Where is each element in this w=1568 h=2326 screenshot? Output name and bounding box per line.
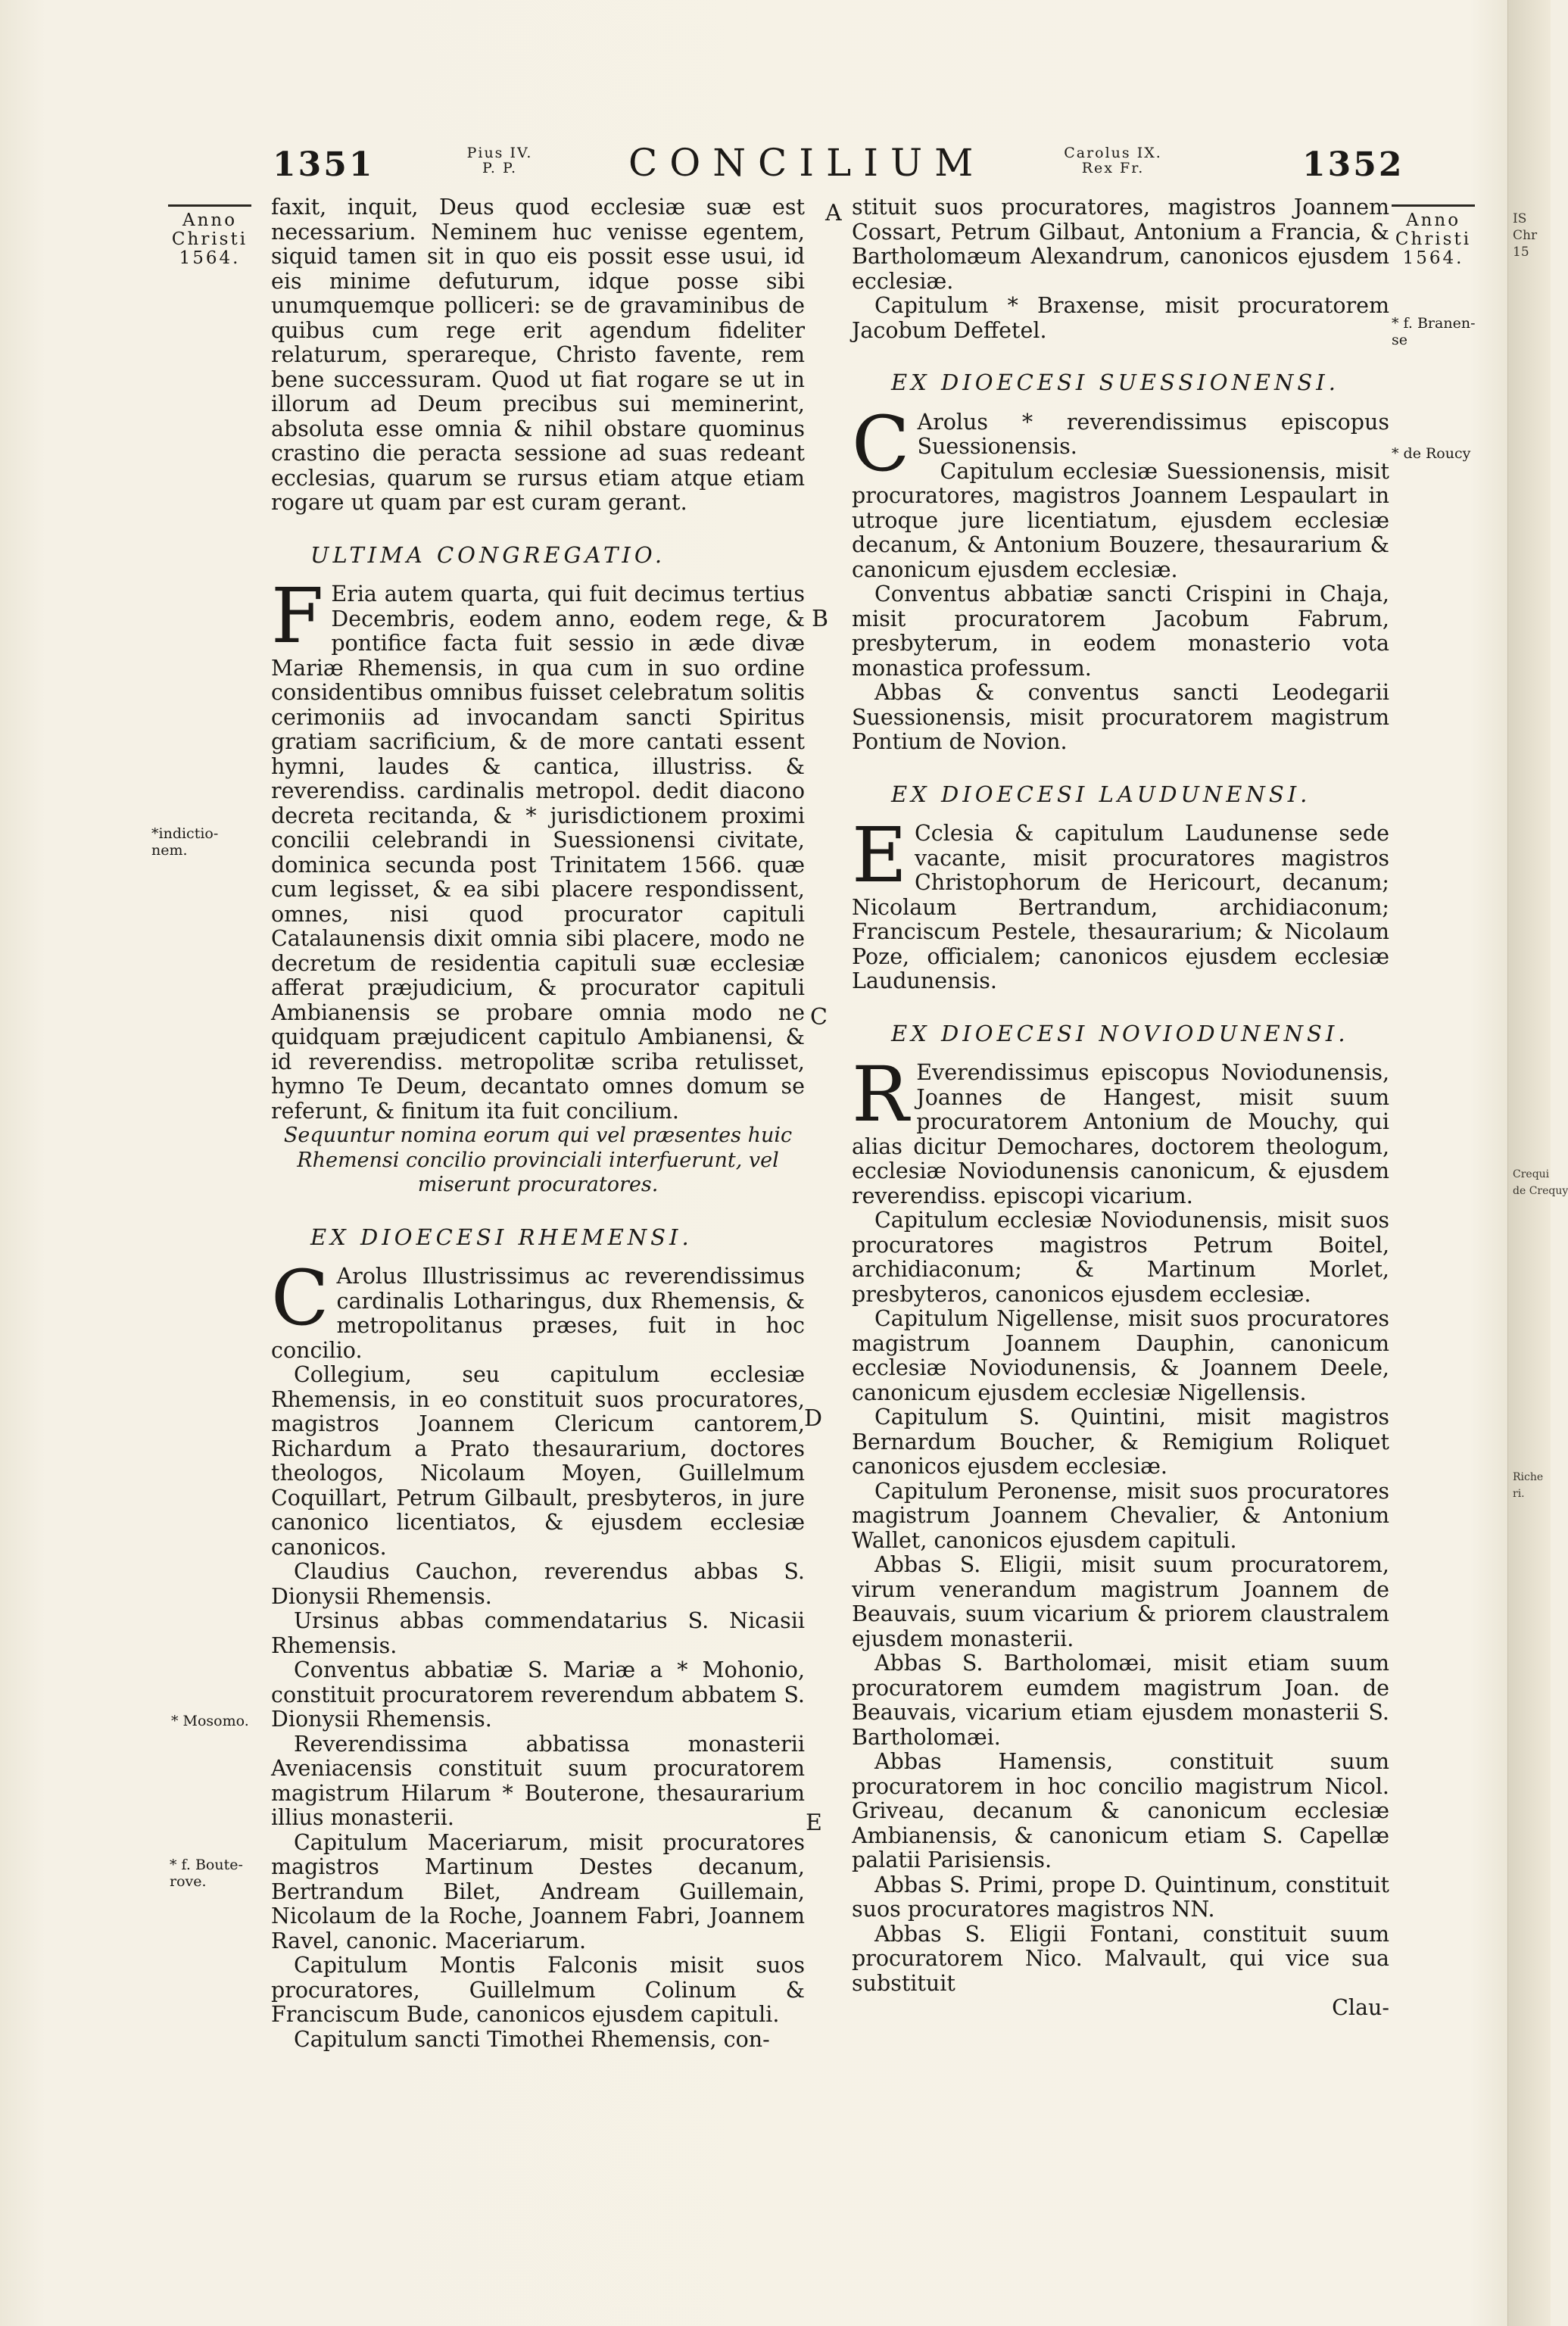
drop-cap: C: [852, 399, 910, 488]
paragraph: Capitulum ecclesiæ Suessionensis, misit procuratores, magistros Joannem Lespaulart in utroque jure licentiatum, ejusdem ecclesiæ decanum, & Antonium Bouzere, thesaurarium & canonicum ejusdem ecclesiæ.: [852, 458, 1389, 582]
paragraph: Capitulum Nigellense, misit suos procuratores magistrum Joannem Dauphin, canonicum ecclesiæ Noviodunensis, & Joannem Deele, canonicum ejusdem ecclesiæ Nigellensis.: [852, 1306, 1389, 1405]
pope-heading: [424, 145, 575, 176]
paragraph: faxit, inquit, Deus quod ecclesiæ suæ est necessarium. Neminem huc venisse egentem, siquid tamen sit in quo eis possit esse usui, id eis minime defuturum, idque posse sibi unumquemque polliceri: se de gravaminibus de quibus cum rege erit agendum fideliter relaturum, sperareque, Christo favente, rem bene successuram. Quod ut fiat rogare se ut in illorum ad Deum precibus sui meminerint, absoluta esse omnia & nihil obstare quominus crastino die peracta sessione ad suas redeant ecclesias, quarum se rursus etiam atque etiam rogare ut quam par est curam gerant.: [271, 195, 805, 515]
paragraph: [852, 811, 1389, 994]
paragraph: Capitulum Montis Falconis misit suos procuratores, Guillelmum Colinum & Franciscum Bude, canonicos ejusdem capituli.: [271, 1953, 805, 2027]
anno-word: Anno: [1405, 210, 1461, 230]
section-heading: EX DIOECESI RHEMENSI.: [310, 1224, 693, 1250]
paragraph: Reverendissima abbatissa monasterii Aveniacensis constituit suum procuratorem magistrum Hilarum * Bouterone, thesaurarium illius monasterii.: [271, 1731, 805, 1830]
catchword: Clau-: [1332, 1995, 1389, 2020]
anno-rule: [1392, 204, 1475, 207]
margin-note-mosomo: * Mosomo.: [171, 1713, 249, 1729]
section-heading: EX DIOECESI SUESSIONENSI.: [891, 369, 1339, 395]
paragraph: Capitulum Maceriarum, misit procuratores magistros Martinum Destes decanum, Bertrandum Bilet, Andream Guillemain, Nicolaum de la Roche, Joannem Fabri, Joannem Ravel, canonic. Maceriarum.: [271, 1829, 805, 1953]
edge-fragment: Crequi de Crequy: [1513, 1168, 1568, 1197]
margin-note-indictio: *indictio- nem.: [151, 825, 219, 859]
edge-fragment: IS Chr 15: [1513, 211, 1538, 260]
paragraph: Abbas S. Eligii, misit suum procuratorem, virum venerandum magistrum Joannem de Beauvais, suum vicarium & priorem claustralem ejusdem monasterii.: [852, 1552, 1389, 1651]
king-sub: Rex Fr.: [1081, 160, 1145, 176]
paragraph: Abbas Hamensis, constituit suum procuratorem in hoc concilio magistrum Nicol. Griveau, decanum & canonicum ecclesiæ Ambianensis, & canonicum etiam S. Capellæ palatii Parisiensis.: [852, 1749, 1389, 1872]
paragraph: Capitulum ecclesiæ Noviodunensis, misit suos procuratores magistros Petrum Boitel, archidiaconum; & Martinum Morlet, presbyteros, canonicos ejusdem ecclesiæ.: [852, 1208, 1389, 1307]
anno-word: Anno: [182, 210, 238, 230]
page-number-left: 1351: [273, 145, 375, 184]
margin-note-boute: * f. Boute- rove.: [170, 1857, 243, 1890]
christi-word: Christi: [171, 229, 248, 249]
section-letter-c: C: [810, 1004, 828, 1030]
paragraph-text: Arolus Illustrissimus ac reverendissimus cardinalis Lotharingus, dux Rhemensis, & metropolitanus præses, fuit in hoc concilio.: [271, 1264, 805, 1363]
paragraph-text: Eria autem quarta, qui fuit decimus tertius Decembris, eodem anno, eodem rege, & pontifice facta fuit sessio in æde divæ Mariæ Rhemensis, in qua cum in suo ordine considentibus omnibus fuisset celebratum solitis cerimoniis ad invocandam sancti Spiritus gratiam sacrificium, & de more cantati essent hymni, laudes & cantica, illustriss. & reverendiss. cardinalis metropol. dedit diacono decreta recitanda, & * jurisdictionem proximi concilii celebrandi in Suessionensi civitate, dominica secunda post Trinitatem 1566. quæ cum legisset, & ea sibi placere respondissent, omnes, nisi quod procurator capituli Catalaunensis dixit omnia sibi placere, modo ne decretum de residentia capituli suæ ecclesiæ afferat præjudicium, & procurator capituli Ambianensis se probare omnia modo ne quidquam præjudicent capitulo Ambianensi, & id reverendiss. metropolitæ scriba retulisset, hymno Te Deum, decantato omnes domum se referunt, & finitum ita fuit concilium.: [271, 582, 805, 1124]
drop-cap: F: [271, 572, 324, 660]
paragraph: Abbas & conventus sancti Leodegarii Suessionensis, misit procuratorem magistrum Pontium de Novion.: [852, 680, 1389, 754]
anno-christi-right: [1392, 204, 1475, 268]
margin-note-branen: * f. Branen- se: [1392, 315, 1476, 348]
right-column: [852, 195, 1389, 2021]
paragraph-text: Everendissimus episcopus Noviodunensis, Joannes de Hangest, misit suum procuratorem Antonium de Mouchy, qui alias dicitur Demochares, doctorem theologum, ecclesiæ Noviodunensis canonicum, & ejusdem reverendiss. episcopi vicarium.: [852, 1060, 1389, 1208]
facing-page-edge: [1507, 0, 1568, 2326]
paragraph: Conventus abbatiæ sancti Crispini in Chaja, misit procuratorem Jacobum Fabrum, presbyterum, in eodem monasterio vota monastica professum.: [852, 582, 1389, 681]
paragraph: [271, 572, 805, 1124]
drop-cap: C: [271, 1254, 329, 1342]
paragraph: Capitulum Peronense, misit suos procuratores magistrum Joannem Chevalier, & Antonium Wallet, canonicos ejusdem capituli.: [852, 1478, 1389, 1553]
section-letter-a: A: [825, 200, 842, 226]
paragraph: Abbas S. Primi, prope D. Quintinum, constituit suos procuratores magistros NN.: [852, 1872, 1389, 1922]
sequuntur-note: Sequuntur nomina eorum qui vel præsentes huic Rhemensi concilio provinciali interfuerunt, vel miserunt procuratores.: [283, 1124, 793, 1196]
section-heading: EX DIOECESI LAUDUNENSI.: [891, 781, 1311, 807]
paragraph: Claudius Cauchon, reverendus abbas S. Dionysii Rhemensis.: [271, 1559, 805, 1609]
margin-note-roucy: * de Roucy: [1392, 445, 1471, 462]
anno-rule: [168, 204, 251, 207]
paragraph: Conventus abbatiæ S. Mariæ a * Mohonio, constituit procuratorem reverendum abbatem S. Dionysii Rhemensis.: [271, 1657, 805, 1732]
edge-fragment: Riche ri.: [1513, 1471, 1544, 1500]
section-heading: ULTIMA CONGREGATIO.: [310, 541, 666, 568]
paragraph: Abbas S. Bartholomæi, misit etiam suum procuratorem eumdem magistrum Joan. de Beauvais, vicarium etiam ejusdem monasterii S. Bartholomæi.: [852, 1651, 1389, 1750]
drop-cap: R: [852, 1050, 909, 1139]
paragraph: [852, 1050, 1389, 1208]
paragraph: Capitulum S. Quintini, misit magistros Bernardum Boucher, & Remigium Roliquet canonicos ejusdem ecclesiæ.: [852, 1405, 1389, 1479]
pope-sub: P. P.: [482, 160, 517, 176]
page-number-right: 1352: [1302, 145, 1404, 184]
king-name: Carolus IX.: [1064, 145, 1162, 161]
king-heading: [1022, 145, 1204, 176]
left-column: [271, 195, 805, 2052]
drop-cap: E: [852, 811, 907, 900]
paragraph: stituit suos procuratores, magistros Joannem Cossart, Petrum Gilbaut, Antonium a Francia, & Bartholomæum Alexandrum, canonicos ejusdem ecclesiæ.: [852, 195, 1389, 294]
paragraph: Capitulum sancti Timothei Rhemensis, con-: [294, 2026, 770, 2052]
paragraph: Ursinus abbas commendatarius S. Nicasii Rhemensis.: [271, 1608, 805, 1658]
paragraph: Capitulum * Braxense, misit procuratorem Jacobum Deffetel.: [852, 293, 1389, 343]
section-letter-d: D: [804, 1405, 823, 1432]
paragraph: [271, 1254, 805, 1363]
paragraph-text: Arolus * reverendissimus episcopus Suessionensis.: [917, 409, 1389, 459]
paragraph: Collegium, seu capitulum ecclesiæ Rhemensis, in eo constituit suos procuratores, magistros Joannem Clericum cantorem, Richardum a Prato thesaurarium, doctores theologos, Nicolaum Moyen, Guillelmum Coquillart, Petrum Gilbault, presbyteros, in jure canonico licentiatos, & ejusdem ecclesiæ canonicos.: [271, 1362, 805, 1560]
paragraph: Abbas S. Eligii Fontani, constituit suum procuratorem Nico. Malvault, qui vice sua substituit: [852, 1921, 1389, 1996]
section-heading: EX DIOECESI NOVIODUNENSI.: [891, 1020, 1349, 1046]
paragraph-text: Cclesia & capitulum Laudunense sede vacante, misit procuratores magistros Christophorum de Hericourt, decanum; Nicolaum Bertrandum, archidiaconum; Franciscum Pestele, thesaurarium; & Nicolaum Poze, officialem; canonicos ejusdem ecclesiæ Laudunensis.: [852, 821, 1389, 993]
section-letter-b: B: [812, 606, 829, 632]
anno-year: 1564.: [179, 248, 241, 268]
pope-name: Pius IV.: [466, 145, 533, 161]
paragraph: [852, 399, 1389, 488]
running-title: CONCILIUM: [628, 141, 986, 185]
anno-christi-left: [168, 204, 251, 268]
christi-word: Christi: [1395, 229, 1472, 249]
running-header: [0, 133, 1507, 194]
anno-year: 1564.: [1402, 248, 1464, 268]
section-letter-e: E: [806, 1810, 822, 1836]
